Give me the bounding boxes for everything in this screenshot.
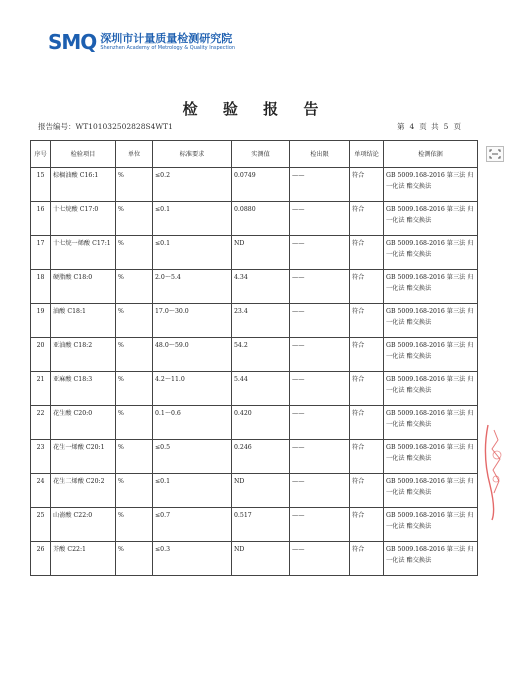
cell-conclusion: 符合 (350, 474, 384, 508)
cell-item: 棕榈油酸 C16:1 (51, 168, 116, 202)
cell-no: 22 (31, 406, 51, 440)
cell-unit: % (116, 270, 153, 304)
cell-unit: % (116, 168, 153, 202)
table-row (31, 202, 478, 236)
table-row (31, 304, 478, 338)
cell-requirement: 2.0～5.4 (153, 270, 232, 304)
cell-measured: ND (232, 236, 290, 270)
scan-frame-glyph (489, 149, 501, 159)
cell-method: GB 5009.168-2016 第三法 归一化法 酯交换法 (384, 304, 478, 338)
cell-measured: 4.34 (232, 270, 290, 304)
cell-method: GB 5009.168-2016 第三法 归一化法 酯交换法 (384, 542, 478, 576)
report-number (38, 121, 173, 132)
cell-method: GB 5009.168-2016 第三法 归一化法 酯交换法 (384, 440, 478, 474)
table-row (31, 474, 478, 508)
col-header-requirement: 标准要求 (153, 141, 232, 168)
cell-lod: —— (290, 406, 350, 440)
cell-requirement: ≤0.1 (153, 236, 232, 270)
cell-requirement: ≤0.3 (153, 542, 232, 576)
cell-conclusion: 符合 (350, 508, 384, 542)
cell-method: GB 5009.168-2016 第三法 归一化法 酯交换法 (384, 270, 478, 304)
cell-item: 亚油酸 C18:2 (51, 338, 116, 372)
cell-item: 花生酸 C20:0 (51, 406, 116, 440)
col-header-no: 序号 (31, 141, 51, 168)
cell-no: 26 (31, 542, 51, 576)
cell-unit: % (116, 202, 153, 236)
cell-conclusion: 符合 (350, 168, 384, 202)
col-header-lod: 检出限 (290, 141, 350, 168)
cell-item: 亚麻酸 C18:3 (51, 372, 116, 406)
cell-unit: % (116, 406, 153, 440)
table-header-row (31, 141, 478, 168)
table-row (31, 236, 478, 270)
org-logo (48, 30, 235, 54)
table-row (31, 542, 478, 576)
cell-requirement: ≤0.2 (153, 168, 232, 202)
cell-measured: 0.0880 (232, 202, 290, 236)
table-row (31, 270, 478, 304)
cell-no: 18 (31, 270, 51, 304)
seal-drawing (478, 415, 511, 525)
cell-conclusion: 符合 (350, 202, 384, 236)
report-number-value: WT101032502828S4WT1 (75, 122, 173, 131)
cell-conclusion: 符合 (350, 304, 384, 338)
page-suffix: 页 (453, 122, 462, 131)
cell-no: 24 (31, 474, 51, 508)
page-prefix: 第 (397, 122, 406, 131)
cell-unit: % (116, 236, 153, 270)
cell-unit: % (116, 508, 153, 542)
page-mid: 页 共 (419, 122, 440, 131)
cell-measured: 0.246 (232, 440, 290, 474)
page-current: 4 (409, 122, 416, 131)
cell-conclusion: 符合 (350, 406, 384, 440)
cell-unit: % (116, 338, 153, 372)
cell-conclusion: 符合 (350, 236, 384, 270)
cell-measured: ND (232, 474, 290, 508)
col-header-item: 检验项目 (51, 141, 116, 168)
cell-lod: —— (290, 236, 350, 270)
cell-measured: 23.4 (232, 304, 290, 338)
col-header-method: 检测依据 (384, 141, 478, 168)
cell-method: GB 5009.168-2016 第三法 归一化法 酯交换法 (384, 508, 478, 542)
cell-lod: —— (290, 508, 350, 542)
cell-item: 芥酸 C22:1 (51, 542, 116, 576)
report-number-label: 报告编号： (38, 122, 76, 131)
cell-item: 十七烷一烯酸 C17:1 (51, 236, 116, 270)
cell-lod: —— (290, 372, 350, 406)
red-seal-stamp (478, 415, 511, 525)
cell-method: GB 5009.168-2016 第三法 归一化法 酯交换法 (384, 168, 478, 202)
col-header-measured: 实测值 (232, 141, 290, 168)
logo-texts (100, 33, 235, 51)
table-row (31, 168, 478, 202)
cell-requirement: 48.0～59.0 (153, 338, 232, 372)
cell-lod: —— (290, 270, 350, 304)
cell-requirement: ≤0.1 (153, 474, 232, 508)
logo-mark: SMQ (48, 30, 97, 54)
cell-method: GB 5009.168-2016 第三法 归一化法 酯交换法 (384, 338, 478, 372)
document-title: 检 验 报 告 (182, 100, 329, 118)
scan-frame-icon[interactable] (486, 146, 504, 162)
cell-lod: —— (290, 474, 350, 508)
cell-method: GB 5009.168-2016 第三法 归一化法 酯交换法 (384, 236, 478, 270)
cell-no: 23 (31, 440, 51, 474)
cell-measured: 0.517 (232, 508, 290, 542)
cell-conclusion: 符合 (350, 270, 384, 304)
cell-lod: —— (290, 304, 350, 338)
col-header-unit: 单位 (116, 141, 153, 168)
cell-requirement: ≤0.5 (153, 440, 232, 474)
page-total: 5 (443, 122, 450, 131)
cell-no: 20 (31, 338, 51, 372)
cell-unit: % (116, 372, 153, 406)
cell-method: GB 5009.168-2016 第三法 归一化法 酯交换法 (384, 406, 478, 440)
cell-requirement: 4.2～11.0 (153, 372, 232, 406)
table-row (31, 440, 478, 474)
cell-no: 15 (31, 168, 51, 202)
cell-unit: % (116, 542, 153, 576)
cell-lod: —— (290, 338, 350, 372)
cell-item: 油酸 C18:1 (51, 304, 116, 338)
cell-conclusion: 符合 (350, 542, 384, 576)
cell-method: GB 5009.168-2016 第三法 归一化法 酯交换法 (384, 372, 478, 406)
cell-measured: 5.44 (232, 372, 290, 406)
cell-measured: 0.420 (232, 406, 290, 440)
cell-measured: ND (232, 542, 290, 576)
org-name-en: Shenzhen Academy of Metrology & Quality Inspection (100, 45, 236, 51)
cell-conclusion: 符合 (350, 372, 384, 406)
cell-no: 25 (31, 508, 51, 542)
cell-item: 花生二烯酸 C20:2 (51, 474, 116, 508)
table-row (31, 406, 478, 440)
cell-method: GB 5009.168-2016 第三法 归一化法 酯交换法 (384, 202, 478, 236)
results-table (30, 140, 478, 576)
cell-requirement: 17.0～30.0 (153, 304, 232, 338)
cell-no: 21 (31, 372, 51, 406)
cell-item: 花生一烯酸 C20:1 (51, 440, 116, 474)
cell-unit: % (116, 440, 153, 474)
cell-requirement: 0.1～0.6 (153, 406, 232, 440)
cell-method: GB 5009.168-2016 第三法 归一化法 酯交换法 (384, 474, 478, 508)
page-indicator (395, 121, 464, 132)
cell-lod: —— (290, 440, 350, 474)
org-name-cn: 深圳市计量质量检测研究院 (100, 32, 233, 45)
cell-lod: —— (290, 202, 350, 236)
cell-measured: 54.2 (232, 338, 290, 372)
cell-unit: % (116, 474, 153, 508)
col-header-conclusion: 单项结论 (350, 141, 384, 168)
cell-requirement: ≤0.1 (153, 202, 232, 236)
cell-item: 硬脂酸 C18:0 (51, 270, 116, 304)
cell-conclusion: 符合 (350, 440, 384, 474)
cell-item: 山嵛酸 C22:0 (51, 508, 116, 542)
cell-item: 十七烷酸 C17:0 (51, 202, 116, 236)
cell-lod: —— (290, 542, 350, 576)
cell-lod: —— (290, 168, 350, 202)
cell-conclusion: 符合 (350, 338, 384, 372)
cell-measured: 0.0749 (232, 168, 290, 202)
cell-no: 19 (31, 304, 51, 338)
table-row (31, 372, 478, 406)
table-row (31, 508, 478, 542)
cell-no: 17 (31, 236, 51, 270)
cell-unit: % (116, 304, 153, 338)
cell-no: 16 (31, 202, 51, 236)
table-row (31, 338, 478, 372)
cell-requirement: ≤0.7 (153, 508, 232, 542)
